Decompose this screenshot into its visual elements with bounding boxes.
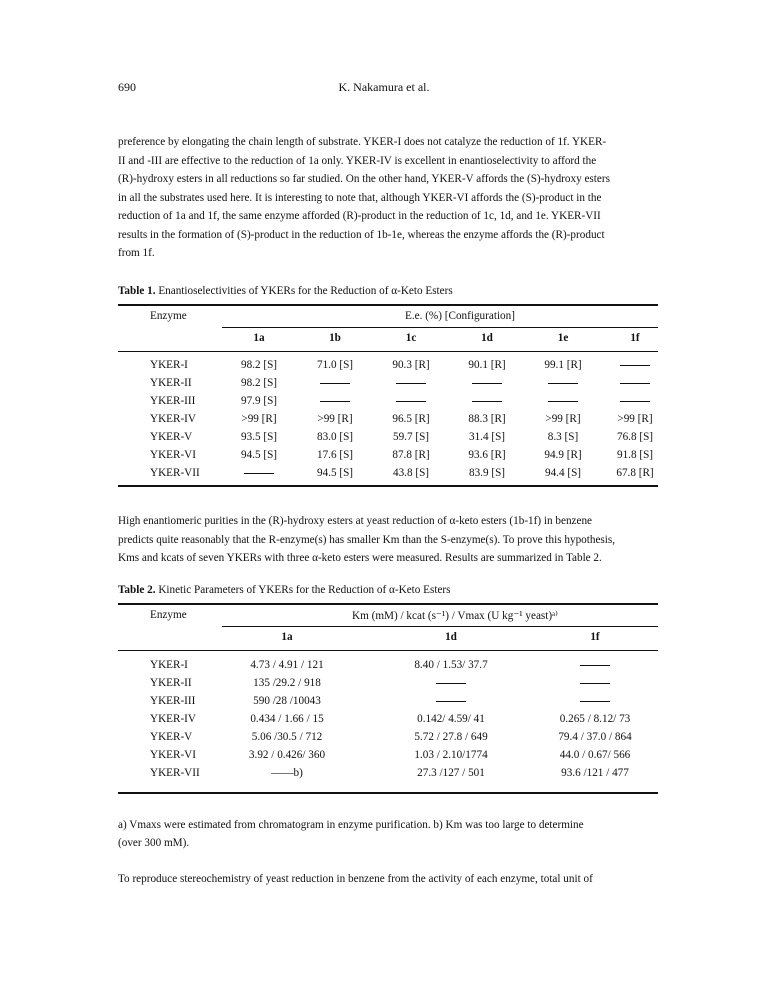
table2-cell — [530, 677, 660, 689]
empty-value-dash — [244, 473, 274, 474]
paragraph-line: Kms and kcats of seven YKERs with three α-keto esters were measured. Results are summarized in Table 2. — [118, 552, 602, 564]
table2-cell: 93.6 /121 / 477 — [561, 767, 629, 779]
table1-cell: 94.5 [S] — [316, 467, 354, 479]
table1-cell — [228, 467, 290, 479]
paragraph-line: preference by elongating the chain length of substrate. YKER-I does not catalyze the reduction of 1f. YKER- — [118, 136, 607, 148]
table1-cell: 90.1 [R] — [468, 359, 506, 371]
table1-cell: 43.8 [S] — [392, 467, 430, 479]
paragraph-line: reduction of 1a and 1f, the same enzyme afforded (R)-product in the reduction of 1c, 1d, and 1e. YKER-VII — [118, 210, 601, 222]
empty-value-dash — [320, 401, 350, 402]
table2-enzyme-label: YKER-VII — [150, 767, 200, 779]
table2-caption — [118, 584, 451, 596]
paragraph-line: results in the formation of (S)-product in the reduction of 1b-1e, whereas the enzyme affords the (R)-product — [118, 228, 605, 241]
table2-cell: 590 /28 /10043 — [253, 695, 321, 707]
paragraph-line: To reproduce stereochemistry of yeast reduction in benzene from the activity of each enzyme, total unit of — [118, 873, 593, 885]
table1-cell — [604, 359, 666, 371]
table1-cell — [532, 377, 594, 389]
table1-enzyme-label: YKER-VII — [150, 467, 200, 479]
table2-cell: 1.03 / 2.10/1774 — [414, 749, 488, 761]
paragraph-line: (R)-hydroxy esters in all reductions so far studied. On the other hand, YKER-V affords the (S)-hydroxy esters — [118, 173, 610, 185]
table1-enzyme-label: YKER-I — [150, 359, 188, 371]
empty-value-dash — [472, 383, 502, 384]
table1-cell: >99 [R] — [545, 413, 581, 425]
table1-cell — [304, 395, 366, 407]
table1-cell: 67.8 [R] — [616, 467, 654, 479]
table1-bottom-rule — [118, 485, 658, 487]
table2-bottom-rule — [118, 792, 658, 794]
table1-cell: 17.6 [S] — [316, 449, 354, 461]
table2-title: Kinetic Parameters of YKERs for the Reduction of α-Keto Esters — [158, 584, 451, 596]
table1-cell: >99 [R] — [317, 413, 353, 425]
table1-cell: 71.0 [S] — [316, 359, 354, 371]
paragraph-2 — [118, 512, 658, 568]
table1-cell: 31.4 [S] — [468, 431, 506, 443]
table2-enzyme-header: Enzyme — [150, 609, 187, 621]
table1-cell: 99.1 [R] — [544, 359, 582, 371]
table2-cell — [386, 695, 516, 707]
table1-enzyme-header: Enzyme — [150, 310, 187, 322]
running-head: K. Nakamura et al. — [338, 80, 430, 94]
paragraph-line: II and -III are effective to the reduction of 1a only. YKER-IV is excellent in enantioselectivity to afford the — [118, 154, 597, 167]
table1-cell — [304, 377, 366, 389]
paragraph-3 — [118, 870, 658, 889]
table1-cell — [380, 395, 442, 407]
table2-cell — [386, 677, 516, 689]
table2-cell: 5.06 /30.5 / 712 — [251, 731, 323, 743]
table1-cell: 97.9 [S] — [240, 395, 278, 407]
table1-cell: 96.5 [R] — [392, 413, 430, 425]
paragraph-line: in all the substrates used here. It is interesting to note that, although YKER-VI affords the (S)-product in the — [118, 191, 602, 204]
table1-substrate-header: 1c — [405, 332, 417, 344]
footnote-line: a) Vmaxs were estimated from chromatogram in enzyme purification. b) Km was too large to determine — [118, 819, 584, 831]
table1-cell — [532, 395, 594, 407]
table2-enzyme-label: YKER-VI — [150, 749, 196, 761]
table2-cell: 0.265 / 8.12/ 73 — [559, 713, 631, 725]
empty-value-dash — [580, 701, 610, 702]
table2-cell: 3.92 / 0.426/ 360 — [248, 749, 326, 761]
table1-cell — [456, 395, 518, 407]
table1-cell: 8.3 [S] — [547, 431, 579, 443]
empty-value-dash — [580, 665, 610, 666]
table2-substrate-header: 1a — [281, 631, 293, 643]
table1-substrate-header: 1e — [557, 332, 569, 344]
table1-cell: 91.8 [S] — [616, 449, 654, 461]
table1-cell: 76.8 [S] — [616, 431, 654, 443]
table1-cell: >99 [R] — [241, 413, 277, 425]
table1-cell — [380, 377, 442, 389]
table2-cell: 27.3 /127 / 501 — [417, 767, 485, 779]
table2-top-rule — [118, 603, 658, 605]
table1-cell: 94.9 [R] — [544, 449, 582, 461]
table1-enzyme-label: YKER-V — [150, 431, 193, 443]
table1-sub-rule — [222, 327, 658, 328]
table2-enzyme-label: YKER-III — [150, 695, 196, 707]
table1-cell: 98.2 [S] — [240, 359, 278, 371]
table2-cell: ——b) — [271, 767, 303, 779]
table1-substrate-header: 1a — [253, 332, 265, 344]
table2-sub-rule — [222, 626, 658, 627]
table1-cell: 98.2 [S] — [240, 377, 278, 389]
table2-enzyme-label: YKER-II — [150, 677, 192, 689]
paragraph-line: High enantiomeric purities in the (R)-hydroxy esters at yeast reduction of α-keto esters (1b-1f) in benzene — [118, 515, 593, 527]
table2-substrate-header: 1f — [590, 631, 600, 643]
table1-label: Table 1. — [118, 285, 156, 297]
empty-value-dash — [396, 383, 426, 384]
table2-footnotes — [118, 816, 658, 852]
page-number: 690 — [118, 80, 136, 94]
table1-cell — [604, 377, 666, 389]
table2-enzyme-label: YKER-IV — [150, 713, 196, 725]
table1-cell: 94.4 [S] — [544, 467, 582, 479]
table1-top-rule — [118, 304, 658, 306]
table1-cell: 83.0 [S] — [316, 431, 354, 443]
empty-value-dash — [436, 683, 466, 684]
table2-cell: 4.73 / 4.91 / 121 — [250, 659, 324, 671]
table2-cell: 0.142/ 4.59/ 41 — [417, 713, 485, 725]
table1-substrate-header: 1b — [329, 332, 341, 344]
table2-cell: 5.72 / 27.8 / 649 — [414, 731, 488, 743]
footnote-line: (over 300 mM). — [118, 837, 190, 849]
paragraph-1 — [118, 133, 658, 263]
table2-cell: 79.4 / 37.0 / 864 — [558, 731, 632, 743]
empty-value-dash — [396, 401, 426, 402]
table2-header-rule — [118, 650, 658, 651]
table1-substrate-header: 1d — [481, 332, 493, 344]
table2-cell: 44.0 / 0.67/ 566 — [559, 749, 631, 761]
empty-value-dash — [436, 701, 466, 702]
table1-cell — [456, 377, 518, 389]
paragraph-line: predicts quite reasonably that the R-enzyme(s) has smaller Km than the S-enzyme(s). To prove this hypothesis, — [118, 533, 616, 546]
table1-enzyme-label: YKER-III — [150, 395, 196, 407]
table2-cell: 8.40 / 1.53/ 37.7 — [414, 659, 488, 671]
empty-value-dash — [548, 383, 578, 384]
table1-header-rule — [118, 351, 658, 352]
empty-value-dash — [620, 365, 650, 366]
table1-substrate-header: 1f — [630, 332, 640, 344]
table1-cell: 93.6 [R] — [468, 449, 506, 461]
table1-title: Enantioselectivities of YKERs for the Reduction of α-Keto Esters — [158, 285, 453, 297]
table1-cell: 94.5 [S] — [240, 449, 278, 461]
table1-enzyme-label: YKER-II — [150, 377, 192, 389]
empty-value-dash — [620, 383, 650, 384]
empty-value-dash — [548, 401, 578, 402]
table1-enzyme-label: YKER-VI — [150, 449, 196, 461]
table1-cell — [604, 395, 666, 407]
table1-cell: >99 [R] — [617, 413, 653, 425]
table2-cell: 0.434 / 1.66 / 15 — [250, 713, 324, 725]
empty-value-dash — [620, 401, 650, 402]
paragraph-line: from 1f. — [118, 247, 155, 259]
table2-enzyme-label: YKER-I — [150, 659, 188, 671]
table2-label: Table 2. — [118, 584, 156, 596]
table2-group-header: Km (mM) / kcat (s⁻¹) / Vmax (U kg⁻¹ yeast)ᵃ⁾ — [352, 610, 558, 622]
table2-substrate-header: 1d — [445, 631, 457, 643]
table1-cell: 83.9 [S] — [468, 467, 506, 479]
table2-cell — [530, 695, 660, 707]
table1-cell: 59.7 [S] — [392, 431, 430, 443]
empty-value-dash — [320, 383, 350, 384]
table1-cell: 90.3 [R] — [392, 359, 430, 371]
table1-caption — [118, 285, 453, 297]
table2-enzyme-label: YKER-V — [150, 731, 193, 743]
empty-value-dash — [472, 401, 502, 402]
table2-cell: 135 /29.2 / 918 — [253, 677, 321, 689]
table1-cell: 93.5 [S] — [240, 431, 278, 443]
table2-cell — [530, 659, 660, 671]
table1-enzyme-label: YKER-IV — [150, 413, 196, 425]
empty-value-dash — [580, 683, 610, 684]
table1-cell: 87.8 [R] — [392, 449, 430, 461]
table1-group-header: E.e. (%) [Configuration] — [405, 310, 515, 322]
table1-cell: 88.3 [R] — [468, 413, 506, 425]
